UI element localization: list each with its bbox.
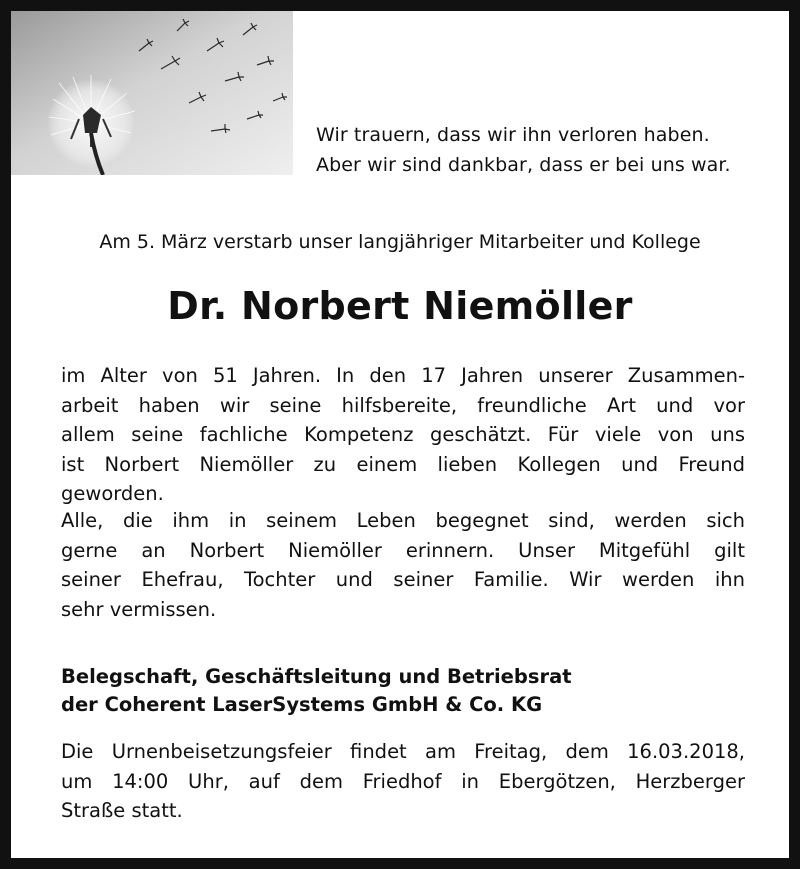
quote-line-2: Aber wir sind dankbar, dass er bei uns war. [316,154,731,176]
intro-text: Am 5. März verstarb unser langjähriger Mitarbeiter und Kollege [99,231,701,253]
quote-line-1: Wir trauern, dass wir ihn verloren haben. [316,124,710,146]
dandelion-photo [11,11,293,175]
funeral-info [61,737,745,826]
tribute-line: sehr vermissen. [61,597,217,621]
tribute-line: gerne an Norbert Niemöller erinnern. Unser Mitgefühl gilt [61,538,745,562]
tribute-line: ist Norbert Niemöller zu einem lieben Kollegen und Freund [61,452,745,476]
tribute-paragraph-2 [61,506,745,624]
signature-line-2: der Coherent LaserSystems GmbH & Co. KG [61,693,543,716]
deceased-name: Dr. Norbert Niemöller [167,284,633,328]
funeral-line: Straße statt. [61,799,183,822]
tribute-paragraph-1 [61,361,745,509]
funeral-line: um 14:00 Uhr, auf dem Friedhof in Ebergötzen, Herzberger [61,769,745,793]
signature-block [61,663,761,719]
quote [316,120,776,180]
tribute-line: im Alter von 51 Jahren. In den 17 Jahren unserer Zusammen- [61,364,745,387]
tribute-line: seiner Ehefrau, Tochter und seiner Familie. Wir werden ihn [61,568,745,591]
tribute-line: Alle, die ihm in seinem Leben begegnet sind, werden sich [61,509,745,532]
tribute-line: arbeit haben wir seine hilfsbereite, freundliche Art und vor [61,393,745,417]
funeral-line: Die Urnenbeisetzungsfeier findet am Freitag, dem 16.03.2018, [61,740,745,763]
tribute-line: geworden. [61,482,164,505]
tribute-line: allem seine fachliche Kompetenz geschätzt. Für viele von uns [61,423,745,446]
signature-line-1: Belegschaft, Geschäftsleitung und Betriebsrat [61,665,572,688]
